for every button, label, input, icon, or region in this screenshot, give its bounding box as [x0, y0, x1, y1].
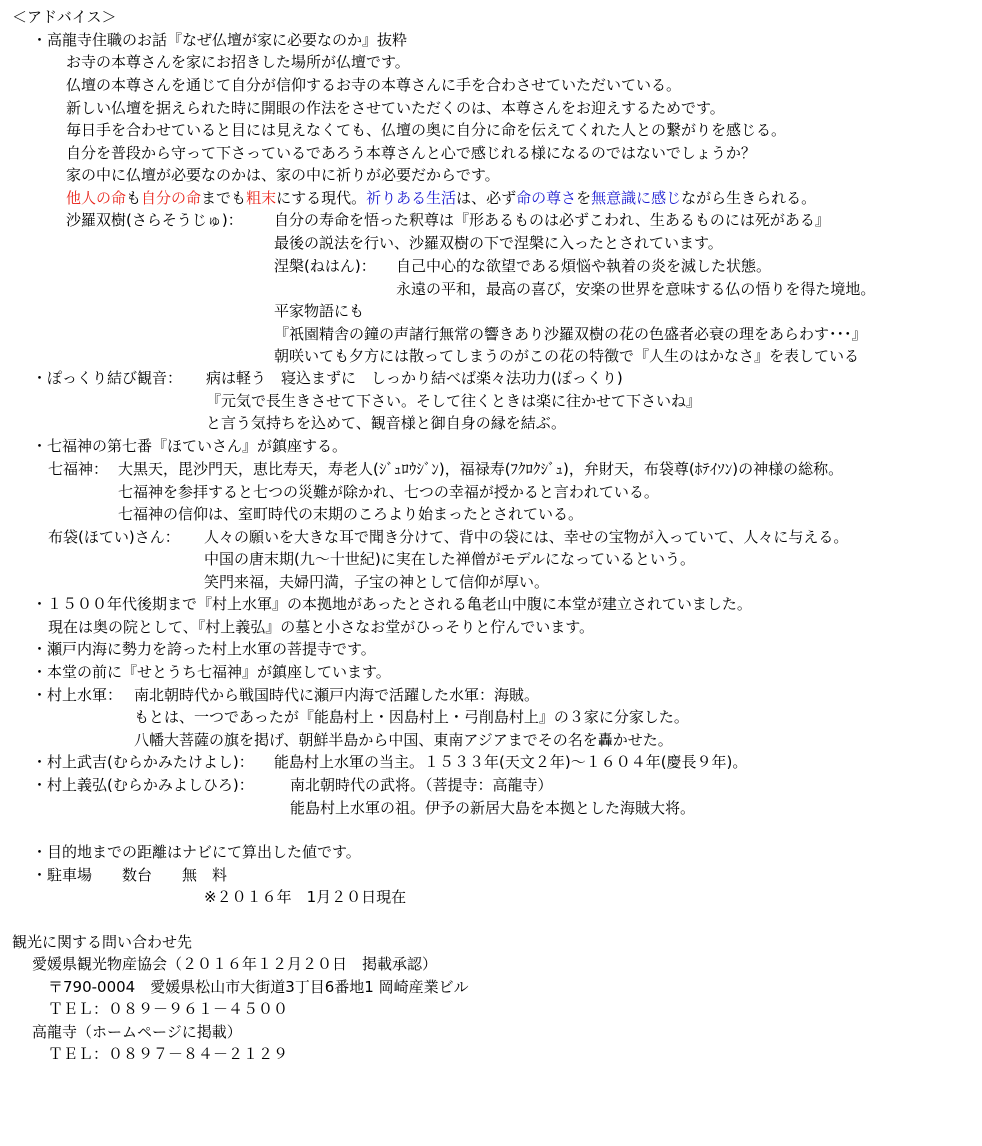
plain-text: ながら生きられる。	[681, 189, 817, 207]
shichifukujin-line: 七福神の信仰は、室町時代の末期のころより始まったとされている。	[118, 505, 584, 523]
heike-line: 平家物語にも	[274, 302, 365, 320]
talk-line: 毎日手を合わせていると目には見えなくても、仏壇の奥に自分に命を伝えてくれた人との繋がりを感じる。	[66, 121, 787, 139]
pokkuri-line: と言う気持ちを込めて、観音様と御自身の縁を結ぶ。	[206, 414, 567, 432]
murakami-line: 八幡大菩薩の旗を掲げ、朝鮮半島から中国、東南アジアまでその名を轟かせた。	[134, 731, 673, 749]
history-line: ・１５００年代後期まで『村上水軍』の本拠地があったとされる亀老山中腹に本堂が建立されていました。	[32, 595, 752, 613]
shichifukujin-label: 七福神：	[48, 460, 109, 478]
contact-org: 高龍寺（ホームページに掲載）	[32, 1023, 242, 1041]
murakami-line: 南北朝時代から戦国時代に瀬戸内海で活躍した水軍：海賊。	[134, 686, 540, 704]
pokkuri-line: 病は軽う 寝込まずに しっかり結べば楽々法功力(ぽっくり)	[206, 369, 623, 387]
shichifukujin-line: 七福神を参拝すると七つの災難が除かれ、七つの幸福が授かると言われている。	[118, 483, 659, 501]
talk-line: お寺の本尊さんを家にお招きした場所が仏壇です。	[66, 53, 410, 71]
contact-address: 〒790-0004 愛媛県松山市大街道3丁目6番地1 岡崎産業ビル	[48, 978, 469, 996]
shichifukujin-title: ・七福神の第七番『ほていさん』が鎮座する。	[32, 437, 348, 455]
contact-heading: 観光に関する問い合わせ先	[12, 933, 193, 951]
yoshihiro-line: 南北朝時代の武将。（菩提寺：高龍寺）	[290, 776, 553, 794]
blue-text: 祈りある生活	[366, 189, 457, 207]
talk-line: 新しい仏壇を据えられた時に開眼の作法をさせていただくのは、本尊さんをお迎えするためです。	[66, 99, 725, 117]
asa-line: 朝咲いても夕方には散ってしまうのがこの花の特徴で『人生のはかなさ』を表している	[274, 347, 860, 365]
sarasouju-line: 最後の説法を行い、沙羅双樹の下で涅槃に入ったとされています。	[274, 234, 723, 252]
hotei-line: 笑門来福，夫婦円満，子宝の神として信仰が厚い。	[204, 573, 550, 591]
contact-tel: ＴＥＬ：０８９７－８４－２１２９	[48, 1045, 289, 1063]
pokkuri-line: 『元気で長生きさせて下さい。そして往くときは楽に往かせて下さいね』	[206, 392, 702, 410]
yoshihiro-label: ・村上義弘(むらかみよしひろ)：	[32, 776, 254, 794]
talk-line: 仏壇の本尊さんを通じて自分が信仰するお寺の本尊さんに手を合わさせていただいている。	[66, 76, 682, 94]
murakami-label: ・村上水軍：	[32, 686, 123, 704]
yoshihiro-line: 能島村上水軍の祖。伊予の新居大島を本拠とした海賊大将。	[290, 799, 696, 817]
distance-note: ・目的地までの距離はナビにて算出した値です。	[32, 843, 361, 861]
nehan-line: 永遠の平和，最高の喜び，安楽の世界を意味する仏の悟りを得た境地。	[396, 280, 876, 298]
takeyoshi-line: 能島村上水軍の当主。１５３３年(天文２年)～１６０４年(慶長９年)。	[274, 753, 748, 771]
talk-line: 自分を普段から守って下さっているであろう本尊さんと心で感じれる様になるのではないでしょうか？	[66, 144, 756, 162]
plain-text: までも	[201, 189, 247, 207]
hotei-label: 布袋(ほてい)さん：	[48, 528, 180, 546]
blue-text: 命の尊さ	[516, 189, 577, 207]
talk-title: ・高龍寺住職のお話『なぜ仏壇が家に必要なのか』抜粋	[32, 31, 408, 49]
nehan-line: 自己中心的な欲望である煩悩や執着の炎を滅した状態。	[396, 257, 772, 275]
shichifukujin-line: 大黒天，毘沙門天，恵比寿天，寿老人(ｼﾞｭﾛｳｼﾞﾝ)，福禄寿(ﾌｸﾛｸｼﾞｭ)，弁財天，布袋尊(ﾎﾃｲｿﾝ)の神様の総称。	[118, 460, 844, 478]
advice-heading: ＜アドバイス＞	[12, 8, 117, 26]
history-line: ・本堂の前に『せとうち七福神』が鎮座しています。	[32, 663, 391, 681]
colored-line	[66, 187, 816, 209]
history-line: 現在は奥の院として、『村上義弘』の墓と小さなお堂がひっそりと佇んでいます。	[48, 618, 595, 636]
gion-quote: 『祇園精舎の鐘の声諸行無常の響きあり沙羅双樹の花の色盛者必衰の理をあらわす･･･』	[274, 325, 867, 343]
contact-org: 愛媛県観光物産協会（２０１６年１２月２０日 掲載承認）	[32, 955, 438, 973]
contact-tel: ＴＥＬ：０８９－９６１－４５００	[48, 1000, 289, 1018]
blue-text: 無意識に感じ	[591, 189, 682, 207]
pokkuri-label: ・ぽっくり結び観音：	[32, 369, 183, 387]
red-text: 自分の命	[141, 189, 202, 207]
murakami-line: もとは、一つであったが『能島村上・因島村上・弓削島村上』の３家に分家した。	[134, 708, 689, 726]
nehan-label: 涅槃(ねはん)：	[274, 257, 376, 275]
red-text: 他人の命	[66, 189, 127, 207]
red-text: 粗末	[246, 189, 277, 207]
plain-text: を	[576, 189, 592, 207]
hotei-line: 中国の唐末期(九～十世紀)に実在した禅僧がモデルになっているという。	[204, 550, 695, 568]
takeyoshi-label: ・村上武吉(むらかみたけよし)：	[32, 753, 254, 771]
sarasouju-line: 自分の寿命を悟った釈尊は『形あるものは必ずこわれ、生あるものには死がある』	[274, 211, 830, 229]
asof-note: ※２０１６年 1月２０日現在	[204, 888, 407, 906]
plain-text: にする現代。	[276, 189, 367, 207]
talk-line: 家の中に仏壇が必要なのかは、家の中に祈りが必要だからです。	[66, 166, 500, 184]
history-line: ・瀬戸内海に勢力を誇った村上水軍の菩提寺です。	[32, 640, 376, 658]
plain-text: は、必ず	[456, 189, 517, 207]
sarasouju-label: 沙羅双樹(さらそうじゅ)：	[66, 211, 243, 229]
parking-note: ・駐車場 数台 無 料	[32, 866, 228, 884]
hotei-line: 人々の願いを大きな耳で聞き分けて、背中の袋には、幸せの宝物が入っていて、人々に与える。	[204, 528, 849, 546]
plain-text: も	[126, 189, 142, 207]
